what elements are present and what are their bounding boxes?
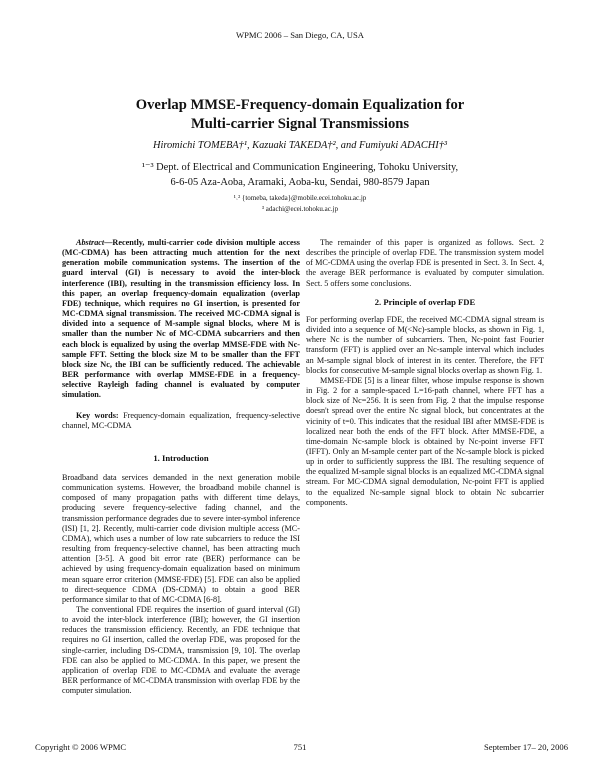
principle-paragraph-2: MMSE-FDE [5] is a linear filter, whose impulse response is shown in Fig. 2 for a sample-spaced L=16-path channel, where FFT has a block size of Nc=256. It is seen from Fig. 2 that the impulse response doesn't spread over the entire Nc signal block, but concentrates at the vicinity of t=0. This indicates that the residual IBI after MMSE-FDE is localized near both the ends of the FFT block. After MMSE-FDE, a time-domain Nc-sample block is obtained by Nc-point inverse FFT (IFFT). Only an M-sample center part of the Nc-sample block is picked up in order to sufficiently suppress the IBI. The resulting sequence of the equalized M-sample signal blocks is an equalized MC-CDMA signal stream. For MC-CDMA signal demodulation, Nc-point FFT is applied to the equalized Nc-sample signal block to obtain Nc subcarrier components. — [306, 375, 544, 507]
left-column — [62, 238, 300, 696]
intro-paragraph-1: Broadband data services demanded in the next generation mobile communication systems. However, the broadband mobile channel is composed of many propagation paths with different time delays, producing severe frequency-selective fading channel, and the transmission performance degrades due to severe inter-symbol inference (ISI) [1, 2]. Recently, multi-carrier code division multiple access (MC-CDMA), which uses a number of low rate subcarriers to reduce the ISI resulting from frequency-selective channel, has been attracting much attention [3-5]. A good bit error rate (BER) performance can be achieved by using frequency-domain equalization based on minimum mean square error criterion (MMSE-FDE) [5]. FDE can also be applied to direct-sequence CDMA (DS-CDMA) to obtain a good BER performance similar to that of MC-CDMA [6-8]. — [62, 472, 300, 604]
abstract — [62, 238, 300, 401]
abstract-label: Abstract — [76, 238, 105, 247]
keywords-label: Key words: — [76, 410, 119, 420]
keywords-text: Frequency-domain equalization, frequency-selective channel, MC-CDMA — [62, 410, 301, 430]
footer-date: September 17– 20, 2006 — [483, 742, 568, 752]
affiliation-line-1: ¹⁻³ Dept. of Electrical and Communication Engineering, Tohoku University, — [141, 162, 459, 173]
intro-paragraph-3: The remainder of this paper is organized as follows. Sect. 2 describes the principle of overlap FDE. The transmission system model of MC-CDMA using the overlap FDE is presented in Sect. 3. In Sect. 4, the average BER performance is evaluated by computer simulation. Sect. 5 offers some conclusions. — [306, 238, 544, 288]
author-list: Hiromichi TOMEBA†¹, Kazuaki TAKEDA†², and Fumiyuki ADACHI†³ — [152, 140, 448, 151]
abstract-text: —Recently, multi-carrier code division multiple access (MC-CDMA) has been attracting much attention for the next generation mobile communication systems. The insertion of the guard interval (GI) is necessary to avoid the inter-block interference (IBI), resulting in the transmission efficiency loss. In this paper, an overlap frequency-domain equalization (overlap FDE) technique, which requires no GI insertion, is presented for MC-CDMA signal transmission. The received MC-CDMA signal is divided into a sequence of M-sample signal blocks, where M is smaller than the number Nc of MC-CDMA subcarriers and then each block is equalized by using the overlap MMSE-FDE with Nc-sample FFT. Setting the block size M to be smaller than the FFT block size Nc, the IBI can be sufficiently reduced. The achievable BER performance with overlap MMSE-FDE in a frequency-selective Rayleigh fading channel is evaluated by computer simulation. — [62, 238, 300, 400]
paper-title — [0, 96, 600, 134]
affiliation — [0, 160, 600, 190]
right-column — [306, 238, 544, 508]
keywords — [62, 411, 300, 431]
intro-paragraph-2: The conventional FDE requires the insertion of guard interval (GI) to avoid the inter-block interference (IBI); however, the GI insertion reduces the transmission efficiency. Recently, an FDE technique that requires no GI insertion, called the overlap FDE, was proposed for the single-carrier, including DS-CDMA, transmission [9, 10]. The overlap FDE can also be applied to MC-CDMA. In this paper, we present the application of overlap FDE to MC-CDMA and evaluate the average BER performance of MC-CDMA transmission with overlap FDE by the computer simulation. — [62, 605, 300, 696]
section-heading-introduction: 1. Introduction — [153, 452, 209, 463]
footer-page-number: 751 — [293, 742, 307, 752]
principle-paragraph-1: For performing overlap FDE, the received MC-CDMA signal stream is divided into a sequence of M(<Nc)-sample blocks, as shown in Fig. 1, where Nc is the number of subcarriers. Then, Nc-point fast Fourier transform (FFT) is applied over an Nc-sample interval which includes an M-sample signal block of interest in its center. Therefore, the FFT blocks for consecutive M-sample signal blocks overlap as shown Fig. 1. — [306, 314, 544, 375]
email-line-2: ³ adachi@ecei.tohoku.ac.jp — [261, 205, 339, 213]
affiliation-line-2: 6-6-05 Aza-Aoba, Aramaki, Aoba-ku, Sendai, 980-8579 Japan — [170, 177, 430, 188]
title-line-1: Overlap MMSE-Frequency-domain Equalization for — [135, 97, 465, 113]
author-emails — [0, 193, 600, 215]
conference-header: WPMC 2006 – San Diego, CA, USA — [236, 30, 364, 40]
email-line-1: ¹˒² {tomeba, takeda}@mobile.ecei.tohoku.ac.jp — [233, 194, 367, 202]
title-line-2: Multi-carrier Signal Transmissions — [190, 116, 410, 132]
section-heading-principle: 2. Principle of overlap FDE — [374, 296, 476, 307]
footer-copyright: Copyright © 2006 WPMC — [35, 742, 127, 752]
